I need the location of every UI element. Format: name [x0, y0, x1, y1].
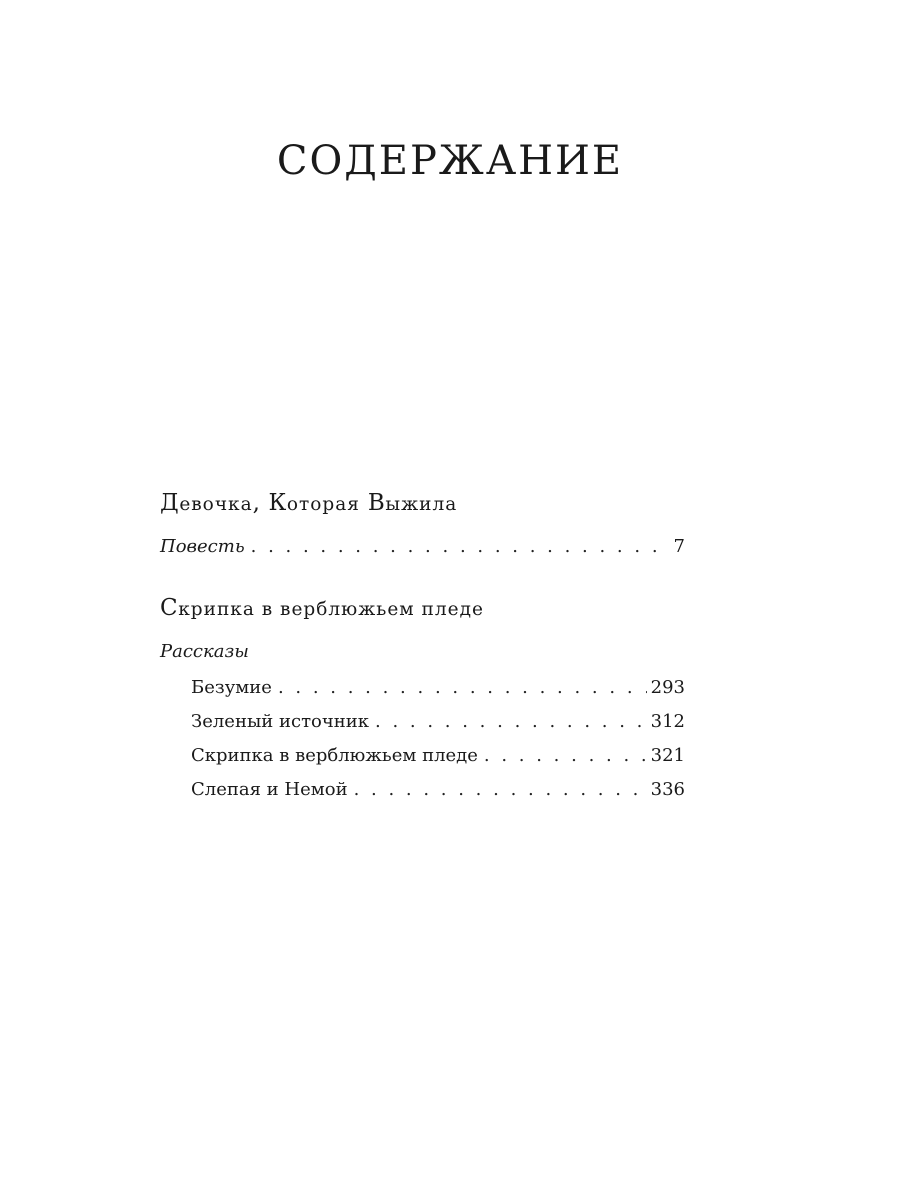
toc-entry[interactable]	[160, 739, 685, 773]
story-list	[160, 671, 685, 807]
dot-leader	[375, 705, 647, 739]
page-number: 312	[650, 711, 685, 732]
entry-title: Скрипка в верблюжьем пледе	[191, 745, 478, 766]
work-title-part: оторая	[286, 494, 360, 515]
genre-label: Рассказы	[160, 641, 249, 662]
toc-section-stories	[160, 593, 685, 807]
work-title-part: евочка	[179, 494, 253, 515]
page-title: СОДЕРЖАНИЕ	[276, 138, 624, 184]
dot-leader	[484, 739, 647, 773]
work-title-part: ыжила	[385, 494, 458, 515]
work-title-separator	[360, 490, 368, 516]
work-title-initial: Д	[160, 490, 180, 516]
genre-label: Повесть	[160, 536, 245, 557]
page-number: 321	[650, 745, 685, 766]
work-title-initial: С	[160, 595, 179, 621]
entry-title: Зеленый источник	[191, 711, 370, 732]
work-title-separator: ,	[252, 490, 269, 516]
work-title	[160, 488, 685, 520]
toc-entry[interactable]	[160, 705, 685, 739]
toc-entry[interactable]	[160, 530, 685, 564]
work-title-part: крипка в верблюжьем пледе	[178, 599, 484, 620]
work-title-initial: В	[367, 490, 386, 516]
entry-title: Безумие	[191, 677, 272, 698]
toc-entry[interactable]	[160, 773, 685, 807]
dot-leader	[278, 671, 647, 705]
page-number: 7	[673, 536, 685, 557]
work-title	[160, 593, 685, 625]
entry-title: Слепая и Немой	[191, 779, 348, 800]
toc-entry[interactable]	[160, 671, 685, 705]
toc-section-novella	[160, 488, 685, 564]
work-title-initial: К	[268, 490, 287, 516]
page-number: 336	[650, 779, 685, 800]
dot-leader	[251, 530, 666, 564]
page-number: 293	[650, 677, 685, 698]
dot-leader	[354, 773, 647, 807]
